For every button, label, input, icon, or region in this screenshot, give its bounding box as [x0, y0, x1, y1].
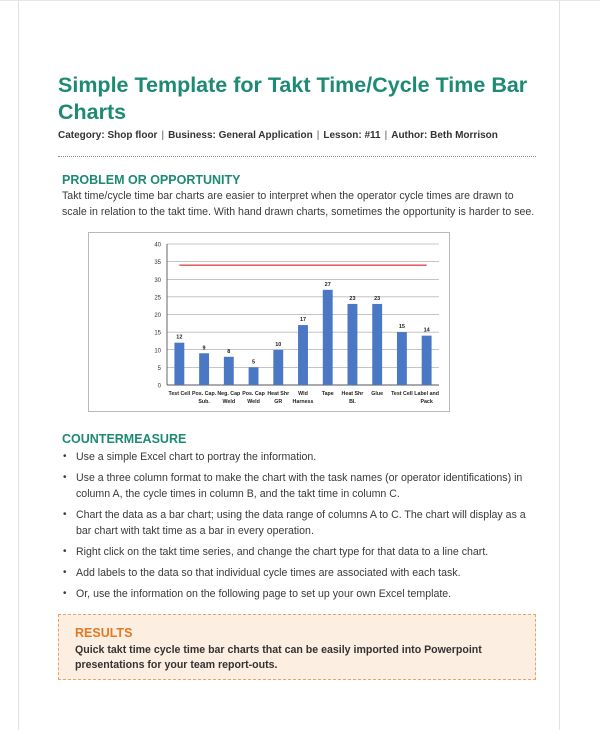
y-tick-label: 30	[154, 277, 161, 284]
list-item-text: Use a simple Excel chart to portray the information.	[76, 451, 317, 463]
data-label: 27	[324, 281, 331, 288]
bullet-glyph: •	[63, 472, 67, 483]
list-item	[62, 586, 540, 602]
x-tick-label: Weld	[247, 399, 260, 405]
x-tick-label: Pack	[420, 399, 433, 405]
x-tick-label: Weld	[222, 399, 236, 405]
meta-separator: |	[384, 130, 388, 141]
list-item-text: Add labels to the data so that individual cycle times are associated with each task.	[76, 567, 461, 579]
x-tick-label: Tape	[321, 391, 334, 397]
bar	[298, 325, 308, 385]
x-tick-label: Bl.	[349, 399, 356, 405]
document-title: Simple Template for Takt Time/Cycle Time Bar Charts	[58, 73, 528, 124]
y-tick-label: 5	[157, 365, 161, 372]
x-tick-label: Wld	[298, 391, 308, 397]
x-tick-label: Heat Shr	[267, 391, 290, 397]
y-tick-label: 15	[154, 330, 161, 337]
data-label: 9	[202, 345, 206, 352]
meta-lesson: Lesson: #11	[323, 130, 381, 141]
bar	[249, 367, 259, 385]
bullet-glyph: •	[63, 588, 67, 599]
results-text: Quick takt time cycle time bar charts that can be easily imported into Powerpoint presentations for your team report-outs.	[75, 644, 482, 671]
x-tick-label: Glue	[371, 391, 384, 397]
list-item-text: Or, use the information on the following page to set up your own Excel template.	[76, 588, 452, 600]
bar	[397, 332, 407, 385]
problem-heading: PROBLEM OR OPPORTUNITY	[62, 173, 241, 187]
list-item	[62, 507, 540, 539]
x-tick-label: Sub.	[198, 399, 210, 405]
data-label: 14	[423, 327, 430, 334]
y-tick-label: 35	[154, 260, 161, 267]
data-label: 23	[349, 295, 356, 302]
y-tick-label: 0	[157, 383, 161, 390]
x-tick-label: GR	[274, 399, 283, 405]
bar	[348, 304, 358, 385]
x-tick-label: Test Cell	[391, 391, 413, 397]
meta-category: Category: Shop floor	[58, 130, 158, 141]
data-label: 23	[374, 295, 381, 302]
bar-chart	[89, 233, 449, 411]
bar	[372, 304, 382, 385]
data-label: 5	[252, 359, 256, 366]
list-item	[62, 449, 540, 465]
bar	[199, 353, 209, 385]
data-label: 17	[299, 317, 307, 324]
list-item-text: Chart the data as a bar chart; using the data range of columns A to C. The chart will display as a bar chart with takt time as a bar in every operation.	[76, 509, 526, 537]
bar	[174, 343, 184, 385]
meta-separator: |	[316, 130, 320, 141]
results-heading: RESULTS	[75, 626, 133, 640]
dotted-divider	[58, 156, 536, 157]
list-item	[62, 544, 540, 560]
top-rule	[0, 0, 600, 1]
meta-separator: |	[161, 130, 165, 141]
x-tick-label: Label and	[414, 391, 440, 397]
problem-text: Takt time/cycle time bar charts are easier to interpret when the operator cycle times are drawn to scale in relation to the takt time. With hand drawn charts, sometimes the opportunity is harder to see.	[62, 190, 535, 218]
bar	[273, 350, 283, 385]
x-tick-label: Harness	[292, 399, 314, 405]
y-tick-label: 25	[154, 295, 161, 302]
meta-line	[58, 130, 540, 141]
results-box	[58, 614, 536, 680]
bar	[323, 290, 333, 385]
cycle-time-chart	[88, 232, 450, 412]
bullet-glyph: •	[63, 509, 67, 520]
y-tick-label: 10	[154, 348, 161, 355]
bullet-glyph: •	[63, 546, 67, 557]
data-label: 8	[227, 348, 231, 355]
x-tick-label: Heat Shr	[341, 391, 364, 397]
data-label: 12	[176, 334, 183, 341]
countermeasure-heading: COUNTERMEASURE	[62, 432, 187, 446]
bar	[422, 336, 432, 385]
list-item-text: Use a three column format to make the chart with the task names (or operator identifications) in column A, the cycle times in column B, and the takt time in column C.	[76, 472, 523, 500]
data-label: 10	[275, 341, 282, 348]
y-tick-label: 20	[154, 313, 161, 319]
x-tick-label: Pos. Cap	[242, 391, 265, 397]
bullet-glyph: •	[63, 451, 67, 462]
list-item	[62, 470, 540, 502]
x-tick-label: Test Cell	[168, 391, 191, 397]
meta-business: Business: General Application	[168, 130, 313, 141]
bullet-glyph: •	[63, 567, 67, 578]
bar	[224, 357, 234, 385]
x-tick-label: Neg. Cap	[217, 391, 241, 397]
list-item-text: Right click on the takt time series, and change the chart type for that data to a line chart.	[76, 546, 489, 558]
list-item	[62, 565, 540, 581]
data-label: 15	[398, 324, 405, 331]
countermeasure-list	[62, 449, 540, 607]
x-tick-label: Pos. Cap.	[192, 391, 217, 397]
y-tick-label: 40	[154, 242, 161, 249]
meta-author: Author: Beth Morrison	[391, 130, 498, 141]
